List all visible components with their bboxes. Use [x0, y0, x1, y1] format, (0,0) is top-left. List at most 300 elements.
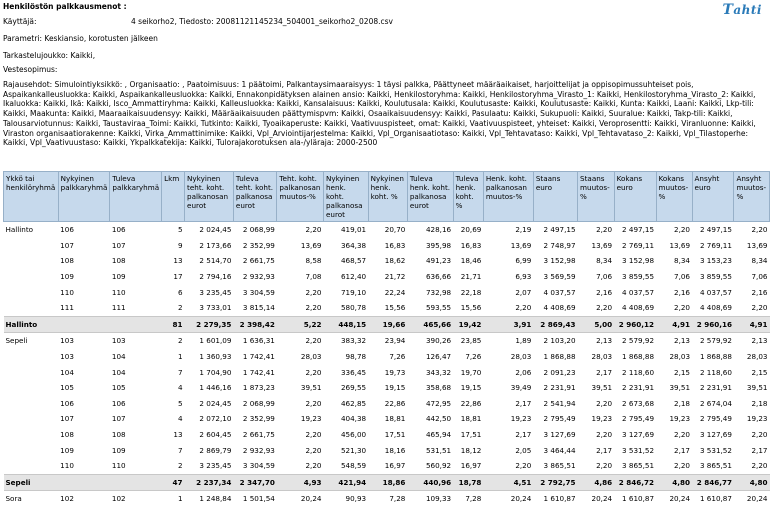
table-body	[4, 222, 770, 507]
tahti-logo: Tahti	[722, 2, 762, 18]
table-cell: 2 932,93	[242, 445, 275, 455]
rajausehdot-text: Rajausehdot: Simulointiyksikkö: , Organisaatio: , Paatoimisuus: 1 päätoimi, Palkantaysimaaraisyys: 1 täysi palkka, Päättyneet määräaikaiset, harjoittelijat ja oppisopimussuhteiset pois, Aspaikankalleusluokka: Kaikki, Aspaikankalleusluokka: Kaikki, Ennakonpidätyksen alainen ansio: Kaikki, Henkilostoryhma: Kaikki, Henkilostoryhma_Virasto_1: Kaikki, Henkilostoryhma_Virasto_2: Kaikki, Ikaluokka: Kaikki, Ikä: Kaikki, Isco_Ammattiryhma: Kaikki, Kalleusluokka: Kaikki, Kansalaisuus: Kaikki, Koulutusala: Kaikki, Koulutusaste: Kaikki, Koulutusaste: Kaikki, Kunta: Kaikki, Laani: Kaikki, Lkp-tili: Kaikki, Maakunta: Kaikki, Maaraaikaisuudensyy: Kaikki, Määräaikaisuuden päättymispvm: Kaikki, Osaaikaisuudensyy: Kaikki, Pasulaatu: Kaikki, Sukupuoli: Kaikki, Suuralue: Kaikki, Takp-tili: Kaikki, Talousarviotunnus: Kaikki, Taustaviraa_Toimi: Kaikki, Tutkinto: Kaikki, Tyoaikaperuste: Kaikki, Vaativuuspisteet, omat: Kaikki, Vaativuuspisteet, yhteiset: Kaikki, Veroprosentti: Kaikki, Viranluonne: Kaikki, Viraston organisaatiorakenne: Kaikki, Virka_Ammattinimike: Kaikki, Vpl_Arviointijarjestelma: Kaikki, Vpl_Organisaatiotaso: Kaikki, Vpl_Tehtavataso: Kaikki, Vpl_Tehtavataso_2: Kaikki, Vpl_Tilastoperhe: Kaikki, Vpl_Vaativuustaso: Kaikki, Ykpalkkatekija: Kaikki, Tulorajakorotuksen ala-/yläraja: 2000-2500	[3, 80, 756, 148]
table-cell: 2,16	[674, 287, 691, 297]
table-cell	[110, 316, 162, 333]
table-cell: 2 347,70	[233, 474, 276, 491]
table-cell: 28,03	[591, 352, 613, 362]
table-cell: 5	[177, 225, 183, 235]
table-cell: 19,23	[591, 414, 613, 424]
table-cell: 7	[177, 445, 183, 455]
table-cell: 20,24	[746, 494, 768, 504]
table-cell: 2 960,12	[614, 316, 656, 333]
table-cell: 108	[60, 430, 74, 440]
table-row	[4, 458, 770, 474]
table-cell: 2,19	[515, 225, 532, 235]
table-cell: 7,26	[389, 352, 406, 362]
salary-table	[3, 171, 770, 507]
table-cell: 1 360,93	[199, 352, 232, 362]
table-cell: 1 501,54	[242, 494, 275, 504]
table-cell: 2,20	[751, 303, 768, 313]
table-cell: 612,40	[340, 272, 367, 282]
table-cell: 3 152,98	[543, 256, 576, 266]
column-header: Tuleva henk. koht. %	[453, 172, 483, 222]
column-header: Staans muutos-%	[578, 172, 615, 222]
table-cell: 102	[111, 494, 126, 504]
table-row	[4, 269, 770, 285]
table-cell: 2,20	[596, 430, 613, 440]
table-cell: 2,17	[596, 367, 613, 377]
table-cell: 18,86	[368, 474, 407, 491]
table-cell: 4,80	[734, 474, 770, 491]
table-cell: 3 733,01	[199, 303, 232, 313]
column-header: Ansyht euro	[692, 172, 734, 222]
table-cell: 3 865,51	[622, 461, 655, 471]
table-cell: 7,06	[674, 272, 691, 282]
table-cell: 19,15	[460, 383, 482, 393]
table-cell: 2 795,49	[543, 414, 576, 424]
table-cell: 19,23	[510, 414, 532, 424]
table-cell: 3 859,55	[622, 272, 655, 282]
table-cell: 2,07	[515, 287, 532, 297]
table-cell: 343,32	[425, 367, 452, 377]
table-cell: 104	[111, 352, 126, 362]
table-cell: 109,33	[425, 494, 452, 504]
table-cell: 2,20	[305, 303, 322, 313]
table-cell: 4,91	[656, 316, 692, 333]
table-cell: 19,23	[669, 414, 691, 424]
table-row	[4, 442, 770, 458]
table-cell: 2,20	[751, 461, 768, 471]
table-cell: 19,70	[460, 367, 482, 377]
table-cell: 7,26	[465, 352, 482, 362]
table-cell: 7	[177, 367, 183, 377]
table-cell: 2 661,75	[242, 256, 275, 266]
table-cell: 1 610,87	[622, 494, 655, 504]
table-cell: 104	[111, 367, 126, 377]
table-cell: 336,45	[340, 367, 367, 377]
table-cell: 2 661,75	[242, 430, 275, 440]
table-cell: 2,20	[305, 445, 322, 455]
table-cell: 81	[162, 316, 185, 333]
table-cell: 109	[60, 445, 74, 455]
table-cell: 3 235,45	[199, 461, 232, 471]
table-cell: 2 024,45	[199, 398, 232, 408]
table-cell: Sepeli	[4, 474, 59, 491]
table-cell: 102	[60, 494, 74, 504]
table-cell: 18,62	[384, 256, 406, 266]
table-cell: 2,20	[515, 461, 532, 471]
column-header: Kokans muutos-%	[656, 172, 692, 222]
table-cell: 19,73	[384, 367, 406, 377]
table-cell	[4, 380, 59, 396]
table-cell: 2,18	[751, 398, 768, 408]
table-cell: 2 398,42	[233, 316, 276, 333]
table-cell: 269,55	[340, 383, 367, 393]
table-cell: 2 072,10	[199, 414, 232, 424]
table-cell: 2	[177, 336, 183, 346]
table-cell: 2 541,94	[543, 398, 576, 408]
table-cell	[4, 300, 59, 316]
table-cell: 1 868,88	[543, 352, 576, 362]
table-cell: 2 279,35	[185, 316, 234, 333]
table-cell: 106	[60, 225, 74, 235]
parameter-line: Parametri: Keskiansio, korotusten jälkeen	[3, 34, 158, 43]
report-title: Henkilöstön palkkausmenot :	[3, 2, 127, 11]
table-cell: 19,23	[746, 414, 768, 424]
table-cell: 2 932,93	[242, 272, 275, 282]
table-cell: 105	[111, 383, 126, 393]
table-cell: 106	[111, 225, 126, 235]
table-cell: 2 795,49	[699, 414, 732, 424]
table-cell: 19,42	[453, 316, 483, 333]
table-cell: 103	[60, 336, 74, 346]
table-cell: 105	[60, 383, 74, 393]
table-cell: 390,26	[425, 336, 452, 346]
table-cell	[4, 442, 59, 458]
table-cell: 110	[111, 287, 126, 297]
table-row	[4, 300, 770, 316]
table-cell: 18,46	[460, 256, 482, 266]
table-cell: 22,86	[384, 398, 406, 408]
table-cell: 3 569,59	[543, 272, 576, 282]
table-cell: 2 769,11	[699, 240, 732, 250]
table-cell: 2	[177, 461, 183, 471]
table-cell: 4,91	[734, 316, 770, 333]
table-cell: 2 673,68	[622, 398, 655, 408]
table-cell: 2 497,15	[622, 225, 655, 235]
table-cell: 1 610,87	[699, 494, 732, 504]
table-cell: 3 235,45	[199, 287, 232, 297]
table-cell: 2 068,99	[242, 225, 275, 235]
table-cell: 2	[177, 303, 183, 313]
table-cell: 7,06	[751, 272, 768, 282]
table-cell: 19,66	[368, 316, 407, 333]
table-cell: 2 231,91	[622, 383, 655, 393]
column-header: Tuleva palkkaryhmä	[110, 172, 162, 222]
table-cell: 5	[177, 398, 183, 408]
table-cell: 5,22	[277, 316, 324, 333]
table-cell: 3 815,14	[242, 303, 275, 313]
table-cell: 7,08	[305, 272, 322, 282]
table-cell: 2,20	[515, 303, 532, 313]
table-cell: 7,28	[389, 494, 406, 504]
table-cell: 2,16	[751, 287, 768, 297]
table-cell	[4, 349, 59, 365]
table-cell: 2 068,99	[242, 398, 275, 408]
table-cell: 90,93	[345, 494, 367, 504]
column-header: Ykkö tai henkilöryhmä	[4, 172, 59, 222]
table-cell: 18,81	[460, 414, 482, 424]
vestesopimus-line: Vestesopimus:	[3, 65, 58, 74]
table-cell: 18,12	[460, 445, 482, 455]
table-cell: 1 868,88	[622, 352, 655, 362]
table-cell: 2,15	[674, 367, 691, 377]
table-cell: 109	[111, 272, 126, 282]
table-cell: 39,51	[591, 383, 613, 393]
table-cell: 636,66	[425, 272, 452, 282]
table-cell: 18,78	[453, 474, 483, 491]
table-cell: 404,38	[340, 414, 367, 424]
table-row	[4, 396, 770, 412]
table-cell: 107	[111, 240, 126, 250]
table-cell: 2,20	[596, 461, 613, 471]
table-row	[4, 411, 770, 427]
table-cell: 109	[60, 272, 74, 282]
table-cell: 2 604,45	[199, 430, 232, 440]
table-cell: 3 127,69	[699, 430, 732, 440]
table-cell: 465,66	[407, 316, 453, 333]
table-cell	[4, 427, 59, 443]
table-cell: 531,51	[425, 445, 452, 455]
table-row	[4, 427, 770, 443]
table-cell: 106	[60, 398, 74, 408]
table-cell: 2,13	[674, 336, 691, 346]
table-cell: 2 024,45	[199, 225, 232, 235]
table-cell: 39,49	[510, 383, 532, 393]
table-cell: 16,83	[460, 240, 482, 250]
column-header: Ansyht muutos-%	[734, 172, 770, 222]
table-cell: 521,30	[340, 445, 367, 455]
table-cell: 2 846,72	[614, 474, 656, 491]
table-cell: 103	[60, 352, 74, 362]
table-cell: 5,00	[578, 316, 615, 333]
table-cell: 2 103,20	[543, 336, 576, 346]
table-cell: 13,69	[591, 240, 613, 250]
tarkastelujoukko-line: Tarkastelujoukko: Kaikki,	[3, 51, 96, 60]
column-header: Nykyinen teht. koht. palkanosan eurot	[185, 172, 234, 222]
table-cell: 15,56	[384, 303, 406, 313]
table-cell	[4, 364, 59, 380]
table-cell: 107	[60, 240, 74, 250]
table-cell: 2,13	[596, 336, 613, 346]
table-cell: 28,03	[300, 352, 322, 362]
table-cell: 13,69	[300, 240, 322, 250]
table-cell: 3 531,52	[699, 445, 732, 455]
table-cell: 4 037,57	[699, 287, 732, 297]
table-row	[4, 253, 770, 269]
table-cell	[4, 253, 59, 269]
column-header: Tuleva henk. koht. palkanosa eurot	[407, 172, 453, 222]
table-cell: Sepeli	[5, 336, 28, 346]
table-cell: 395,98	[425, 240, 452, 250]
table-cell: 2 794,16	[199, 272, 232, 282]
table-cell: 107	[60, 414, 74, 424]
table-cell: 428,16	[425, 225, 452, 235]
table-cell: 108	[111, 256, 126, 266]
table-cell	[4, 269, 59, 285]
table-cell: 2,20	[596, 303, 613, 313]
table-cell: 17,51	[460, 430, 482, 440]
table-cell: 19,15	[384, 383, 406, 393]
table-cell: 2 846,77	[692, 474, 734, 491]
table-cell: 4,86	[578, 474, 615, 491]
user-label: Käyttäjä:	[3, 17, 37, 26]
table-cell: 4,51	[483, 474, 533, 491]
table-cell: 1 636,31	[242, 336, 275, 346]
table-cell	[110, 474, 162, 491]
table-cell: 2,20	[305, 398, 322, 408]
table-cell: 2 869,43	[533, 316, 577, 333]
table-cell: 2 231,91	[543, 383, 576, 393]
table-cell: 28,03	[510, 352, 532, 362]
table-cell: 1	[177, 352, 183, 362]
table-cell: 2,15	[751, 367, 768, 377]
table-cell: 107	[111, 414, 126, 424]
table-cell: 22,24	[384, 287, 406, 297]
table-cell: 4 408,69	[622, 303, 655, 313]
table-cell: 2 237,34	[185, 474, 234, 491]
table-cell: 13,69	[669, 240, 691, 250]
table-cell: 2,18	[674, 398, 691, 408]
table-cell: 593,55	[425, 303, 452, 313]
table-cell: 16,97	[384, 461, 406, 471]
table-cell: 2,17	[515, 430, 532, 440]
table-cell: 22,18	[460, 287, 482, 297]
user-value: 4 seikorho2, Tiedosto: 20081121145234_504001_seikorho2_0208.csv	[131, 17, 393, 26]
table-cell: 4	[177, 414, 183, 424]
table-cell: 20,24	[300, 494, 322, 504]
table-cell: 2,20	[305, 336, 322, 346]
table-cell: 8,58	[305, 256, 322, 266]
table-cell: 2,20	[751, 225, 768, 235]
table-cell: 111	[60, 303, 74, 313]
table-cell: 2,20	[751, 430, 768, 440]
table-cell: 2 869,79	[199, 445, 232, 455]
table-cell: 103	[111, 336, 126, 346]
table-cell: 2 748,97	[543, 240, 576, 250]
table-cell: 7,28	[465, 494, 482, 504]
table-cell: 3 153,23	[699, 256, 732, 266]
table-cell: 3 531,52	[622, 445, 655, 455]
table-cell: 2 792,75	[533, 474, 577, 491]
table-cell: 2,20	[674, 461, 691, 471]
table-cell	[4, 396, 59, 412]
table-cell: 20,24	[669, 494, 691, 504]
table-cell	[4, 458, 59, 474]
table-cell: 440,96	[407, 474, 453, 491]
table-cell: 108	[111, 430, 126, 440]
table-cell: 1	[177, 494, 183, 504]
table-cell: 468,57	[340, 256, 367, 266]
table-cell: 2 674,04	[699, 398, 732, 408]
table-cell: 2 231,91	[699, 383, 732, 393]
table-cell: 732,98	[425, 287, 452, 297]
table-cell: 2 352,99	[242, 240, 275, 250]
table-cell: 548,59	[340, 461, 367, 471]
table-cell: 2,20	[305, 461, 322, 471]
table-cell	[4, 411, 59, 427]
table-cell: Hallinto	[4, 316, 59, 333]
table-cell: 6,99	[515, 256, 532, 266]
table-cell: 465,94	[425, 430, 452, 440]
table-cell: 1,89	[515, 336, 532, 346]
table-cell: 2,20	[305, 430, 322, 440]
table-cell: 3 865,51	[543, 461, 576, 471]
table-cell: 1 742,41	[242, 367, 275, 377]
table-cell: 2,20	[674, 430, 691, 440]
table-cell: 110	[60, 287, 74, 297]
table-cell: 18,81	[384, 414, 406, 424]
table-cell: 2 118,60	[622, 367, 655, 377]
table-total-row	[4, 474, 770, 491]
table-cell: 448,15	[323, 316, 368, 333]
table-cell: 719,10	[340, 287, 367, 297]
table-cell: 7,06	[596, 272, 613, 282]
column-header: Nykyinen henk. koht. %	[368, 172, 407, 222]
table-cell: 456,00	[340, 430, 367, 440]
table-cell: 2 769,11	[622, 240, 655, 250]
table-cell: 21,72	[384, 272, 406, 282]
table-cell: 15,56	[460, 303, 482, 313]
table-cell: 28,03	[746, 352, 768, 362]
table-cell: 13	[173, 430, 183, 440]
table-cell: 2,20	[674, 303, 691, 313]
table-cell: 383,32	[340, 336, 367, 346]
table-cell: 6	[177, 287, 183, 297]
column-header: Staans euro	[533, 172, 577, 222]
table-cell: 2,17	[515, 398, 532, 408]
table-cell: 16,83	[384, 240, 406, 250]
table-cell: 20,70	[384, 225, 406, 235]
table-cell: 98,78	[345, 352, 367, 362]
table-cell: 2,20	[305, 287, 322, 297]
table-cell: 108	[60, 256, 74, 266]
table-cell: 3 304,59	[242, 461, 275, 471]
table-cell: 421,94	[323, 474, 368, 491]
column-header: Nykyinen henk. koht. palkanosa eurot	[323, 172, 368, 222]
table-cell: 39,51	[746, 383, 768, 393]
column-header: Kokans euro	[614, 172, 656, 222]
table-cell: 2,17	[674, 445, 691, 455]
table-cell: 3,91	[483, 316, 533, 333]
column-header: Henk. koht. palkanosan muutos-%	[483, 172, 533, 222]
table-cell: Sora	[5, 494, 22, 504]
table-cell: 2 579,92	[622, 336, 655, 346]
table-cell: 13,69	[510, 240, 532, 250]
table-cell: 3 127,69	[622, 430, 655, 440]
table-cell: 2,20	[596, 225, 613, 235]
table-cell: 491,23	[425, 256, 452, 266]
table-cell: 2,20	[596, 398, 613, 408]
table-cell: 364,38	[340, 240, 367, 250]
table-cell: 2 091,23	[543, 367, 576, 377]
table-cell: 104	[60, 367, 74, 377]
user-row	[3, 17, 393, 26]
table-cell: 2,20	[674, 225, 691, 235]
table-cell: 1 248,84	[199, 494, 232, 504]
table-cell: 16,97	[460, 461, 482, 471]
table-cell: 3 304,59	[242, 287, 275, 297]
table-cell	[58, 474, 110, 491]
table-row	[4, 364, 770, 380]
table-cell: 2,16	[596, 287, 613, 297]
table-cell: 2 173,66	[199, 240, 232, 250]
table-cell: 6,93	[515, 272, 532, 282]
table-row	[4, 380, 770, 396]
table-cell: 2,17	[751, 445, 768, 455]
table-cell: 1 868,88	[699, 352, 732, 362]
table-cell: 2 352,99	[242, 414, 275, 424]
table-cell: 2,06	[515, 367, 532, 377]
table-row	[4, 491, 770, 507]
table-cell: 126,47	[425, 352, 452, 362]
table-cell: 580,78	[340, 303, 367, 313]
table-cell: 2 960,16	[692, 316, 734, 333]
table-cell: 19,23	[300, 414, 322, 424]
table-cell: 419,01	[340, 225, 367, 235]
table-cell: 13,69	[746, 240, 768, 250]
table-cell	[58, 316, 110, 333]
